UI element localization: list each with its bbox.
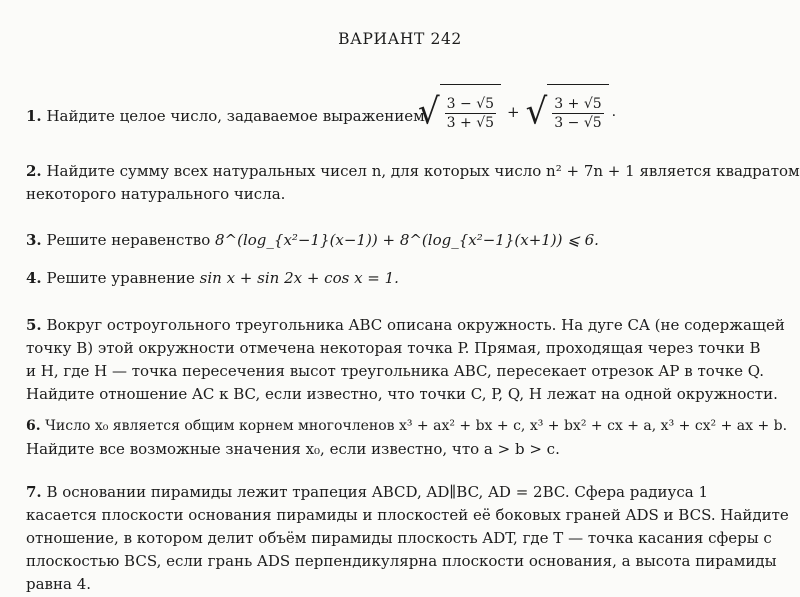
problem-number: 1. — [26, 107, 42, 125]
problem-number: 4. — [26, 269, 42, 287]
problem-line: отношение, в котором делит объём пирамиды плоскость ADT, где T — точка касания сферы с — [26, 529, 772, 547]
problem-2 — [26, 160, 800, 206]
problem-line: Вокруг остроугольного треугольника ABC описана окружность. На дуге CA (не содержащей — [46, 316, 785, 334]
fraction-1: $\frac{3 - √5}{3 + √5}$ — [446, 96, 495, 131]
problem-1-expression: √ $\frac{3 - √5}{3 + √5}$ + √ $\frac{3 + √5}{3 - √5}$ . — [418, 84, 616, 140]
problem-4 — [26, 267, 778, 290]
problem-number: 5. — [26, 316, 42, 334]
problem-line: Число x₀ является общим корнем многочленов x³ + ax² + bx + c, x³ + bx² + cx + a, x³ + cx² + ax + b. — [45, 418, 788, 434]
problem-line: Найдите сумму всех натуральных чисел n, для которых число n² + 7n + 1 является квадратом — [46, 162, 800, 180]
problem-7 — [26, 481, 789, 596]
problem-number: 3. — [26, 231, 42, 249]
problem-number: 7. — [26, 483, 42, 501]
problem-number: 2. — [26, 162, 42, 180]
problem-1 — [26, 105, 778, 128]
problem-3 — [26, 229, 778, 252]
problem-line: некоторого натурального числа. — [26, 185, 286, 203]
problem-5 — [26, 314, 785, 406]
fraction-2: $\frac{3 + √5}{3 - √5}$ — [554, 96, 602, 131]
problem-text: Решите уравнение — [46, 269, 195, 287]
problem-line: касается плоскости основания пирамиды и плоскостей её боковых граней ADS и BCS. Найдите — [26, 506, 789, 524]
problem-line: точку B) этой окружности отмечена некоторая точка P. Прямая, проходящая через точки B — [26, 339, 761, 357]
problem-line: плоскостью BCS, если грань ADS перпендикулярна плоскости основания, а высота пирамиды — [26, 552, 777, 570]
problem-line: Найдите все возможные значения x₀, если известно, что a > b > c. — [26, 440, 560, 458]
problem-line: и H, где H — точка пересечения высот треугольника ABC, пересекает отрезок AP в точке Q. — [26, 362, 765, 380]
problem-6 — [26, 415, 788, 461]
variant-title: ВАРИАНТ 242 — [338, 30, 462, 48]
radical-2: √ $\frac{3 + √5}{3 - √5}$ — [526, 84, 609, 140]
problem-line: В основании пирамиды лежит трапеция ABCD, AD∥BC, AD = 2BC. Сфера радиуса 1 — [46, 483, 709, 501]
problem-expression: sin x + sin 2x + cos x = 1. — [199, 269, 399, 287]
problem-expression: 8^(log_{x²−1}(x−1)) + 8^(log_{x²−1}(x+1)) ⩽ 6. — [215, 231, 599, 249]
problem-line: равна 4. — [26, 575, 92, 593]
problem-text: Решите неравенство — [46, 231, 211, 249]
problem-text: Найдите целое число, задаваемое выражением — [46, 107, 425, 125]
problem-number: 6. — [26, 418, 41, 434]
problem-line: Найдите отношение AC к BC, если известно, что точки C, P, Q, H лежат на одной окружности. — [26, 385, 778, 403]
radical-1: √ $\frac{3 - √5}{3 + √5}$ — [418, 84, 501, 140]
